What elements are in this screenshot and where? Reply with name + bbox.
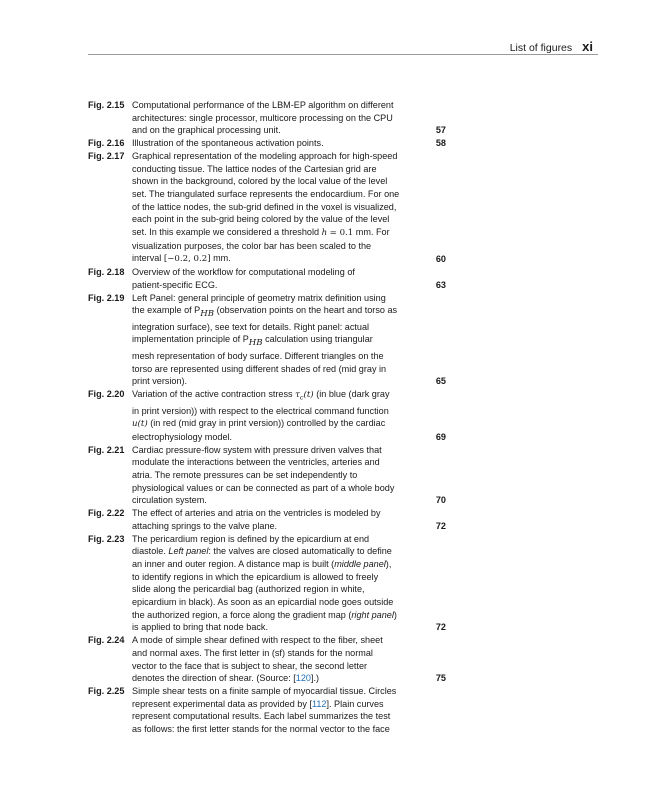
- figure-page-number[interactable]: 70: [435, 495, 446, 506]
- caption-line: Simple shear tests on a finite sample of myocardial tissue. Circles: [132, 685, 397, 696]
- figure-caption: [132, 292, 414, 389]
- figure-entry[interactable]: [88, 444, 446, 508]
- caption-line: set. In this example we considered a threshold h = 0.1 mm. For: [132, 227, 390, 239]
- caption-line: patient-specific ECG.: [132, 279, 218, 290]
- figure-label: Fig. 2.15: [88, 100, 125, 110]
- caption-line: physiological values or can be connected as part of a whole body: [132, 482, 395, 493]
- caption-line: Left Panel: general principle of geometry matrix definition using: [132, 292, 386, 303]
- caption-line: Variation of the active contraction stress $\tau_c(t)$ (in blue (dark gray: [132, 389, 390, 402]
- figure-page-number[interactable]: 72: [435, 622, 446, 633]
- figure-page-number[interactable]: 57: [435, 125, 446, 136]
- figure-caption: [132, 685, 414, 736]
- figure-label: Fig. 2.16: [88, 138, 125, 149]
- caption-line: architectures: single processor, multicore processing on the CPU: [132, 112, 393, 123]
- figure-label: Fig. 2.19: [88, 292, 125, 303]
- caption-line: The pericardium region is defined by the epicardium at end: [132, 533, 370, 544]
- caption-line: Cardiac pressure-flow system with pressure driven valves that: [132, 444, 382, 455]
- caption-line: represent computational results. Each label summarizes the test: [132, 711, 391, 722]
- figure-entry[interactable]: [88, 292, 446, 389]
- caption-line: slide along the pericardial bag (authorized region in white,: [132, 584, 365, 595]
- figure-entry[interactable]: [88, 137, 446, 150]
- caption-line: Graphical representation of the modeling approach for high-speed: [132, 150, 398, 161]
- caption-line: and on the graphical processing unit.: [132, 125, 281, 136]
- caption-line: torso are represented using different shades of red (mid gray in: [132, 363, 387, 374]
- caption-line: interval [−0.2, 0.2] mm.: [132, 253, 231, 265]
- running-head: [510, 39, 593, 54]
- caption-line: the example of $P_{HB}$ (observation points on the heart and torso as: [132, 305, 398, 320]
- caption-line: attaching springs to the valve plane.: [132, 520, 278, 531]
- figure-entry[interactable]: [88, 150, 446, 266]
- figure-label: Fig. 2.25: [88, 685, 125, 696]
- caption-line: visualization purposes, the color bar has been scaled to the: [132, 240, 372, 251]
- figure-caption: [132, 150, 414, 266]
- figure-label: Fig. 2.23: [88, 533, 125, 544]
- caption-line: in print version)) with respect to the electrical command function: [132, 405, 389, 416]
- caption-line: diastole. Left panel: the valves are closed automatically to define: [132, 546, 392, 557]
- caption-line: circulation system.: [132, 495, 207, 506]
- page-number: xi: [582, 39, 593, 54]
- figure-caption: [132, 634, 414, 685]
- caption-line: is applied to bring that node back.: [132, 622, 268, 633]
- figure-caption: [132, 444, 414, 508]
- caption-line: each point in the sub-grid being colored by the value of the level: [132, 214, 390, 225]
- figure-entry[interactable]: [88, 634, 446, 685]
- caption-line: Overview of the workflow for computational modeling of: [132, 267, 355, 278]
- figure-caption: [132, 388, 414, 444]
- caption-line: atria. The remote pressures can be set independently to: [132, 470, 358, 481]
- caption-line: epicardium in black). As soon as an epicardial node goes outside: [132, 597, 394, 608]
- caption-line: and normal axes. The first letter in (sf) stands for the normal: [132, 647, 373, 658]
- figure-label: Fig. 2.21: [88, 444, 125, 455]
- caption-line: the authorized region, a force along the gradient map (right panel): [132, 609, 397, 620]
- caption-line: integration surface), see text for details. Right panel: actual: [132, 321, 370, 332]
- figure-label: Fig. 2.18: [88, 267, 125, 278]
- caption-line: The effect of arteries and atria on the ventricles is modeled by: [132, 508, 381, 519]
- figure-label: Fig. 2.24: [88, 635, 125, 646]
- caption-line: set. The triangulated surface represents the endocardium. For one: [132, 188, 400, 199]
- running-head-title: List of figures: [509, 42, 573, 54]
- caption-line: an inner and outer region. A distance map is built (middle panel),: [132, 558, 392, 569]
- list-of-figures: [88, 99, 446, 736]
- caption-line: conducting tissue. The lattice nodes of the Cartesian grid are: [132, 163, 377, 174]
- caption-line: modulate the interactions between the ventricles, arteries and: [132, 457, 380, 468]
- figure-label: Fig. 2.22: [88, 508, 125, 519]
- header-rule: [88, 54, 598, 55]
- caption-line: implementation principle of $P_{HB}$ calculation using triangular: [132, 334, 373, 349]
- caption-line: print version).: [132, 376, 188, 387]
- caption-line: u(t) (in red (mid gray in print version)) controlled by the cardiac: [132, 418, 386, 430]
- caption-line: shown in the background, colored by the local value of the level: [132, 176, 388, 187]
- figure-label: Fig. 2.17: [88, 150, 125, 161]
- figure-page-number[interactable]: 63: [435, 279, 446, 290]
- figure-page-number[interactable]: 65: [435, 376, 446, 387]
- figure-entry[interactable]: [88, 685, 446, 736]
- caption-line: represent experimental data as provided by [112]. Plain curves: [132, 698, 384, 709]
- caption-line: Illustration of the spontaneous activation points.: [132, 138, 324, 149]
- figure-caption: [132, 99, 414, 137]
- figure-caption: [132, 137, 414, 150]
- caption-line: mesh representation of body surface. Different triangles on the: [132, 350, 384, 361]
- caption-line: to identify regions in which the epicardium is allowed to freely: [132, 571, 379, 582]
- figure-entry[interactable]: [88, 388, 446, 444]
- figure-entry[interactable]: [88, 507, 446, 532]
- caption-line: electrophysiology model.: [132, 431, 233, 442]
- caption-line: of the lattice nodes, the sub-grid defined in the voxel is visualized,: [132, 201, 397, 212]
- figure-page-number[interactable]: 75: [435, 673, 446, 684]
- figure-caption: [132, 533, 414, 635]
- figure-page-number[interactable]: 69: [435, 431, 446, 442]
- figure-caption: [132, 507, 414, 532]
- caption-line: as follows: the first letter stands for the normal vector to the face: [132, 724, 390, 735]
- figure-label: Fig. 2.20: [88, 389, 125, 400]
- figure-entry[interactable]: [88, 533, 446, 635]
- caption-line: A mode of simple shear defined with respect to the fiber, sheet: [132, 635, 383, 646]
- figure-entry[interactable]: [88, 99, 446, 137]
- caption-line: vector to the face that is subject to shear, the second letter: [132, 660, 368, 671]
- caption-line: Computational performance of the LBM-EP algorithm on different: [132, 100, 394, 110]
- figure-page-number[interactable]: 60: [435, 254, 446, 265]
- figure-page-number[interactable]: 72: [435, 520, 446, 531]
- figure-page-number[interactable]: 58: [435, 138, 446, 149]
- figure-entry[interactable]: [88, 266, 446, 291]
- figure-caption: [132, 266, 414, 291]
- caption-line: denotes the direction of shear. (Source: [120].): [132, 673, 320, 684]
